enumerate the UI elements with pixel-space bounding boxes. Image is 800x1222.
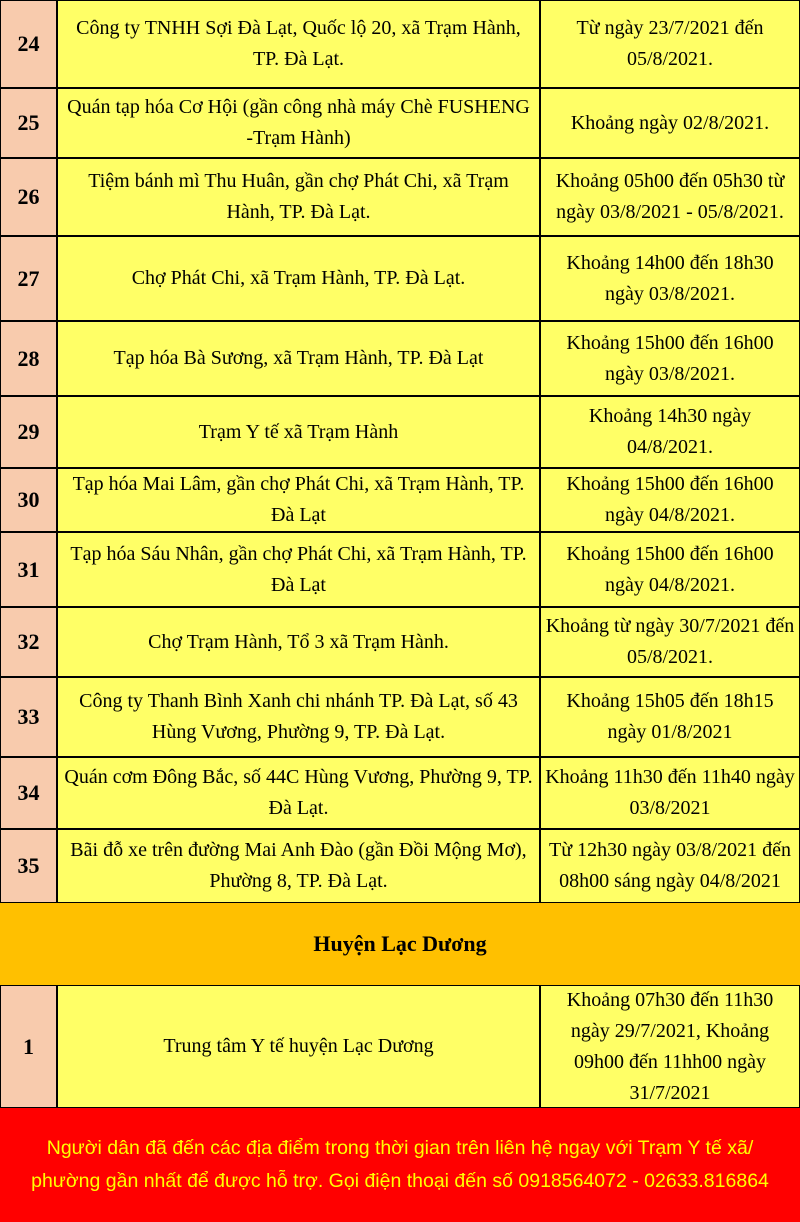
table-row [0,532,800,607]
table-row [0,236,800,321]
row-time: Khoảng từ ngày 30/7/2021 đến 05/8/2021. [541,608,799,676]
row-number: 29 [1,397,56,467]
table-row [0,396,800,468]
row-time: Khoảng 11h30 đến 11h40 ngày 03/8/2021 [541,758,799,828]
row-location: Bãi đỗ xe trên đường Mai Anh Đào (gần Đồi Mộng Mơ), Phường 8, TP. Đà Lạt. [58,830,539,902]
table-row [0,468,800,532]
row-location: Quán tạp hóa Cơ Hội (gần công nhà máy Chè FUSHENG -Trạm Hành) [58,89,539,157]
row-time: Khoảng 15h00 đến 16h00 ngày 04/8/2021. [541,469,799,531]
table-row [0,0,800,88]
row-location: Chợ Phát Chi, xã Trạm Hành, TP. Đà Lạt. [58,237,539,320]
row-time: Từ 12h30 ngày 03/8/2021 đến 08h00 sáng ngày 04/8/2021 [541,830,799,902]
row-location: Công ty Thanh Bình Xanh chi nhánh TP. Đà Lạt, số 43 Hùng Vương, Phường 9, TP. Đà Lạt. [58,678,539,756]
row-time: Khoảng 15h05 đến 18h15 ngày 01/8/2021 [541,678,799,756]
row-time: Khoảng 07h30 đến 11h30 ngày 29/7/2021, Khoảng 09h00 đến 11hh00 ngày 31/7/2021 [541,986,799,1107]
row-time: Khoảng 14h00 đến 18h30 ngày 03/8/2021. [541,237,799,320]
row-location: Quán cơm Đông Bắc, số 44C Hùng Vương, Phường 9, TP. Đà Lạt. [58,758,539,828]
table-row [0,607,800,677]
row-number: 32 [1,608,56,676]
row-number: 33 [1,678,56,756]
table-row [0,158,800,236]
row-number: 1 [1,986,56,1107]
row-number: 27 [1,237,56,320]
table-row [0,829,800,903]
section-header: Huyện Lạc Dương [0,903,800,985]
row-time: Khoảng 05h00 đến 05h30 từ ngày 03/8/2021 - 05/8/2021. [541,159,799,235]
row-time: Khoảng 15h00 đến 16h00 ngày 04/8/2021. [541,533,799,606]
row-location: Trạm Y tế xã Trạm Hành [58,397,539,467]
table-row [0,757,800,829]
row-time: Khoảng ngày 02/8/2021. [541,89,799,157]
row-location: Tạp hóa Mai Lâm, gần chợ Phát Chi, xã Trạm Hành, TP. Đà Lạt [58,469,539,531]
row-location: Tạp hóa Bà Sương, xã Trạm Hành, TP. Đà Lạt [58,322,539,395]
row-location: Trung tâm Y tế huyện Lạc Dương [58,986,539,1107]
table-row [0,321,800,396]
row-location: Công ty TNHH Sợi Đà Lạt, Quốc lộ 20, xã Trạm Hành, TP. Đà Lạt. [58,1,539,87]
row-number: 24 [1,1,56,87]
contact-notice: Người dân đã đến các địa điểm trong thời gian trên liên hệ ngay với Trạm Y tế xã/ phường gần nhất để được hỗ trợ. Gọi điện thoại đến số 0918564072 - 02633.816864 [0,1108,800,1222]
row-number: 28 [1,322,56,395]
row-number: 31 [1,533,56,606]
row-time: Từ ngày 23/7/2021 đến 05/8/2021. [541,1,799,87]
row-number: 26 [1,159,56,235]
row-time: Khoảng 14h30 ngày 04/8/2021. [541,397,799,467]
row-number: 34 [1,758,56,828]
row-number: 30 [1,469,56,531]
row-location: Chợ Trạm Hành, Tổ 3 xã Trạm Hành. [58,608,539,676]
table-row [0,677,800,757]
row-location: Tiệm bánh mì Thu Huân, gần chợ Phát Chi, xã Trạm Hành, TP. Đà Lạt. [58,159,539,235]
table-row [0,88,800,158]
table-row [0,985,800,1108]
row-number: 25 [1,89,56,157]
row-location: Tạp hóa Sáu Nhân, gần chợ Phát Chi, xã Trạm Hành, TP. Đà Lạt [58,533,539,606]
row-number: 35 [1,830,56,902]
row-time: Khoảng 15h00 đến 16h00 ngày 03/8/2021. [541,322,799,395]
